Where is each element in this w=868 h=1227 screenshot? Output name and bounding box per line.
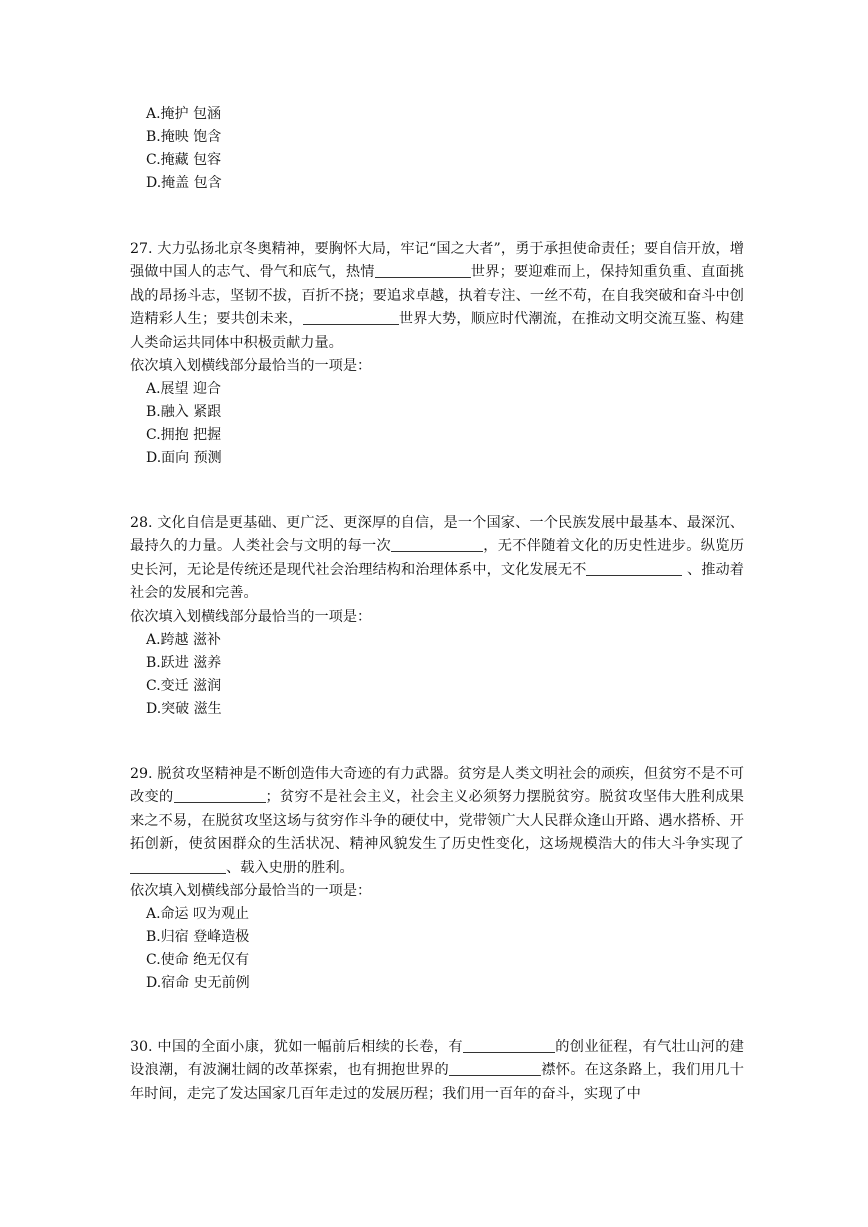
- q28-option-d[interactable]: D.突破 滋生: [146, 701, 222, 718]
- question-29: [130, 763, 744, 995]
- q27-option-c[interactable]: C.拥抱 把握: [146, 427, 222, 444]
- q29-option-c[interactable]: C.使命 绝无仅有: [146, 952, 250, 969]
- q28-option-c[interactable]: C.变迁 滋润: [146, 678, 222, 695]
- q27-prompt: 依次填入划横线部分最恰当的一项是：: [130, 358, 372, 375]
- q27-stem: [130, 238, 744, 355]
- q29-prompt: 依次填入划横线部分最恰当的一项是：: [130, 883, 372, 900]
- q29-option-b[interactable]: B.归宿 登峰造极: [146, 929, 250, 946]
- q29-blank-1: [174, 787, 266, 803]
- q30-stem: [130, 1036, 744, 1106]
- q29-blank-2: [130, 858, 226, 874]
- q27-blank-1: [375, 262, 471, 278]
- q30-text-1: 30. 中国的全面小康，犹如一幅前后相续的长卷，有: [130, 1039, 463, 1055]
- q30-text-2: 的创业征程，有气壮山河的建设浪潮，有波澜壮阔的改革探索，也有拥抱世界的: [130, 1039, 744, 1079]
- q28-stem: [130, 512, 744, 606]
- q30-blank-2: [449, 1060, 541, 1076]
- q27-text-3: 世界大势，顺应时代潮流，在推动文明交流互鉴、构建人类命运共同体中积极贡献力量。: [130, 311, 744, 351]
- q26-option-c[interactable]: C.掩藏 包容: [146, 152, 222, 168]
- q27-option-a[interactable]: A.展望 迎合: [146, 381, 222, 398]
- q29-text-3: 、载入史册的胜利。: [226, 859, 354, 876]
- q29-option-d[interactable]: D.宿命 史无前例: [146, 975, 250, 992]
- q29-text-2: ；贫穷不是社会主义，社会主义必须努力摆脱贫穷。脱贫攻坚伟大胜利成果来之不易，在脱贫攻坚这场与贫穷作斗争的硬仗中，党带领广大人民群众逢山开路、遇水搭桥、开拓创新，使贫困群众的生活状况、精神风貌发生了历史性变化，这场规模浩大的伟大斗争实现了: [130, 789, 744, 853]
- question-30: [130, 1036, 744, 1106]
- q26-option-d[interactable]: D.掩盖 包含: [146, 175, 222, 191]
- q26-option-a[interactable]: A.掩护 包涵: [146, 106, 222, 122]
- q28-text-2: ，无不伴随着文化的历史性进步。纵览历史长河，无论是传统还是现代社会治理结构和治理体系中，文化发展无不: [130, 538, 744, 578]
- q28-prompt: 依次填入划横线部分最恰当的一项是：: [130, 608, 372, 625]
- q28-blank-1: [391, 536, 483, 552]
- q27-text-1: 27. 大力弘扬北京冬奥精神，要胸怀大局，牢记“国之大者”，勇于承担使命责任；要自信开放，增强做中国人的志气、骨气和底气，热情: [130, 241, 744, 281]
- question-28: [130, 512, 744, 721]
- q29-text-1: 29. 脱贫攻坚精神是不断创造伟大奇迹的有力武器。贫穷是人类文明社会的顽疾，但贫穷不是不可改变的: [130, 766, 744, 806]
- q28-blank-2: [586, 560, 682, 576]
- q28-text-3: 、推动着社会的发展和完善。: [130, 561, 744, 602]
- question-27: [130, 238, 744, 470]
- q29-stem: [130, 763, 744, 880]
- q27-option-d[interactable]: D.面向 预测: [146, 450, 222, 467]
- q28-option-a[interactable]: A.跨越 滋补: [146, 632, 222, 649]
- q28-text-1: 28. 文化自信是更基础、更广泛、更深厚的自信，是一个国家、一个民族发展中最基本、最深沉、最持久的力量。人类社会与文明的每一次: [130, 515, 744, 555]
- q30-blank-1: [463, 1037, 555, 1053]
- q27-blank-2: [303, 309, 399, 325]
- q26-options: [130, 103, 744, 195]
- q28-option-b[interactable]: B.跃进 滋养: [146, 655, 222, 672]
- q26-option-b[interactable]: B.掩映 饱含: [146, 129, 222, 145]
- q29-option-a[interactable]: A.命运 叹为观止: [146, 906, 250, 923]
- q30-text-3: 襟怀。在这条路上，我们用几十年时间，走完了发达国家几百年走过的发展历程；我们用一百年的奋斗，实现了中: [130, 1062, 744, 1102]
- q27-text-2: 世界；要迎难而上，保持知重负重、直面挑战的昂扬斗志，坚韧不拔，百折不挠；要追求卓越，执着专注、一丝不苟，在自我突破和奋斗中创造精彩人生；要共创未来，: [130, 264, 744, 328]
- q27-option-b[interactable]: B.融入 紧跟: [146, 404, 222, 421]
